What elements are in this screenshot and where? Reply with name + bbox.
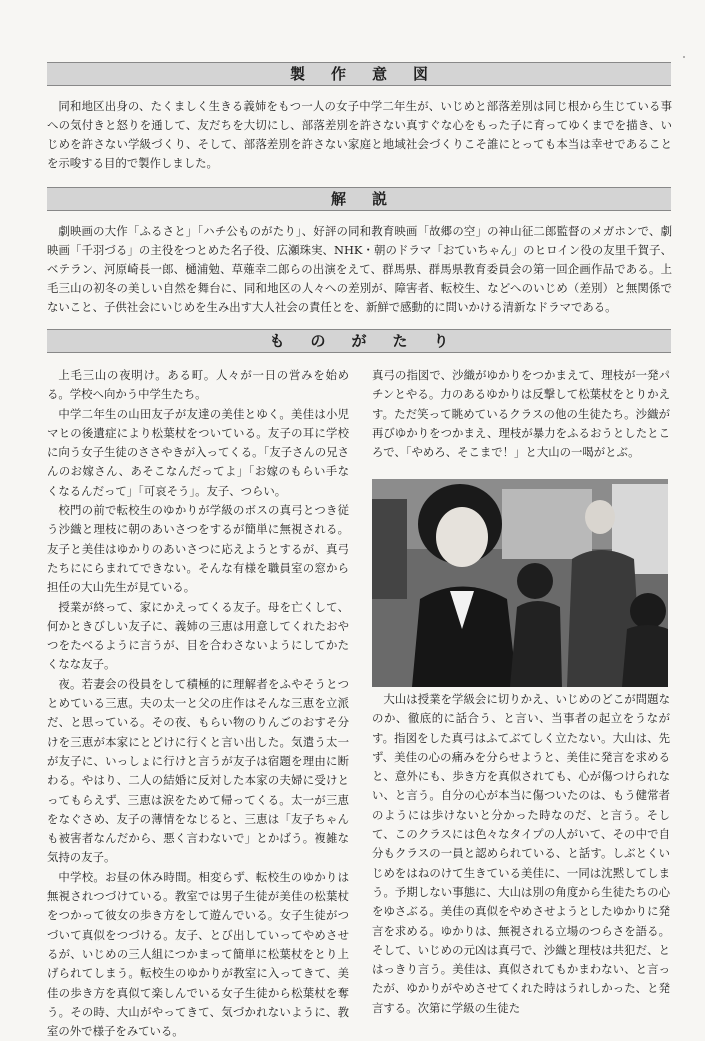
story-paragraph: 大山は授業を学級会に切りかえ、いじめのどこが問題なのか、徹底的に話合う、と言い、当事者の起立をうながす。指図をした真弓はふてぶてしく立たない。大山は、先ず、美佳の心の痛みを分らせようと、美佳に発言を求めると、意外にも、歩き方を真似されても、心が傷つけられない、と言う。自分の心が本当に傷ついたのは、もう健常者のようには歩けないと分かった時なのだ、と言う。そして、このクラスには色々なタイプの人がいて、その中で自分もクラスの一員と認められている、と話す。しぶとくいじめをはねのけて生きている美佳に、一同は沈黙してしまう。予期しない事態に、大山は別の角度から生徒たちの心をゆさぶる。美佳の真似をやめさせようとしたゆかりに発言を求める。ゆかりは、無視される立場のつらさを語る。そして、いじめの元凶は真弓で、沙織と理枝は共犯だ、とはっきり言う。美佳は、真似されてもかまわない、と言ったが、ゆかりがやめさせてくれた時はうれしかった、と発言する。次第に学級の生徒た xyxy=(372,692,670,1015)
classroom-scene-image xyxy=(372,479,668,687)
story-paragraph: 授業が終って、家にかえってくる友子。母を亡くして、何かときびしい友子に、義姉の三恵は用意してくれたおやつをたべるように言うが、目を合わさないようにしてかたくなな友子。 xyxy=(47,599,349,672)
story-paragraph: 中学校。お昼の休み時間。相変らず、転校生のゆかりは無視されつづけている。教室では男子生徒が美佳の松葉杖をつかって彼女の歩き方をして遊んでいる。女子生徒がつづいて真似をつづける。友子、とび出していってやめさせるが、いじめの三人組につかまって簡単に松葉杖をとり上げられてしまう。転校生のゆかりが教室に入ってきて、美佳の歩き方を真似て楽しんでいる女子生徒から松葉杖を奪う。その時、大山がやってきて、気づかれないように、教室の外で様子をみている。 xyxy=(47,869,349,1039)
paragraph: 同和地区出身の、たくましく生きる義姉をもつ一人の女子中学二年生が、いじめと部落差別は同じ根から生じている事への気付きと怒りを通して、友だちを大切にし、部落差別を許さない真すぐな心をもった子に育ってゆくまでを描き、いじめを許さない学級づくり、そして、部落差別を許さない家庭と地域社会づくりこそ誰にとっても本当は幸せであることを示唆する目的で製作しました。 xyxy=(47,99,672,170)
paragraph: 劇映画の大作「ふるさと」「ハチ公ものがたり」、好評の同和教育映画「故郷の空」の神山征二郎監督のメガホンで、劇映画「千羽づる」の主役をつとめた名子役、広瀬珠実、NHK・朝のドラマ「おていちゃん」のヒロイン役の友里千賀子、ベテラン、河原崎長一郎、樋浦勉、草薙幸二郎らの出演をえて、群馬県、群馬県教育委員会の第一回企画作品である。上毛三山の初冬の美しい自然を舞台に、同和地区の人々への差別が、障害者、転校生、などへのいじめ（差別）と無関係でないこと、子供社会にいじめを生み出す大人社会の責任とを、新鮮で感動的に問いかける清新なドラマである。 xyxy=(47,224,672,314)
story-left-column xyxy=(47,366,349,1041)
page-speck xyxy=(683,56,685,58)
section-title: 製作意図 xyxy=(289,65,454,83)
section-title: 解説 xyxy=(330,190,413,208)
section-header-story xyxy=(47,329,671,353)
story-paragraph: 夜。若妻会の役員をして積極的に理解者をふやそうとつとめている三恵。夫の太一と父の庄作はそんな三恵を立派だ、と思っている。その夜、もらい物のりんごのおすそ分けを三恵が本家にとどけに行くと言い出した。気遣う太一が友子に、いっしょに行けと言うが友子は宿題を理由に断わる。やはり、二人の結婚に反対した本家の夫婦に受けとってもらえず、三恵は涙をためて帰ってくる。太一が三恵をなぐさめ、友子の薄情をなじると、三恵は「友子ちゃんも被害者なんだから、悪く言わないで」とかばう。複雑な気持の友子。 xyxy=(47,676,349,865)
intent-paragraph xyxy=(47,97,672,173)
story-paragraph: 校門の前で転校生のゆかりが学級のボスの真弓とつき従う沙織と理枝に朝のあいさつをするが簡単に無視される。友子と美佳はゆかりのあいさつに応えようとするが、真弓たちににらまれてできない。そんな有様を職員室の窓から担任の大山先生が見ている。 xyxy=(47,503,349,595)
commentary-paragraph xyxy=(47,222,672,317)
story-paragraph: 真弓の指図で、沙織がゆかりをつかまえて、理枝が一発パチンとやる。力のあるゆかりは反撃して松葉杖をとりかえす。ただ笑って眺めているクラスの他の生徒たち。沙織が再びゆかりをつかまえ、理枝が暴力をふるおうとしたところで、「やめろ、そこまで！」と大山の一喝がとぶ。 xyxy=(372,368,670,460)
story-paragraph: 中学二年生の山田友子が友達の美佳とゆく。美佳は小児マヒの後遺症により松葉杖をついている。友子の耳に学校に向う女子生徒のささやきが入ってくる。「友子さんの兄さんのお嫁さん、あそこなんだってよ」「お嫁のもらい手なくなるんだって」「可哀そう」。友子、つらい。 xyxy=(47,406,349,498)
story-right-column-top xyxy=(372,366,670,462)
section-title: ものがたり xyxy=(269,332,475,350)
story-right-column-bottom xyxy=(372,690,670,1018)
section-header-commentary xyxy=(47,187,671,211)
story-paragraph: 上毛三山の夜明け。ある町。人々が一日の営みを始める。学校へ向かう中学生たち。 xyxy=(47,368,349,402)
film-still-photo xyxy=(372,479,668,687)
section-header-intent xyxy=(47,62,671,86)
